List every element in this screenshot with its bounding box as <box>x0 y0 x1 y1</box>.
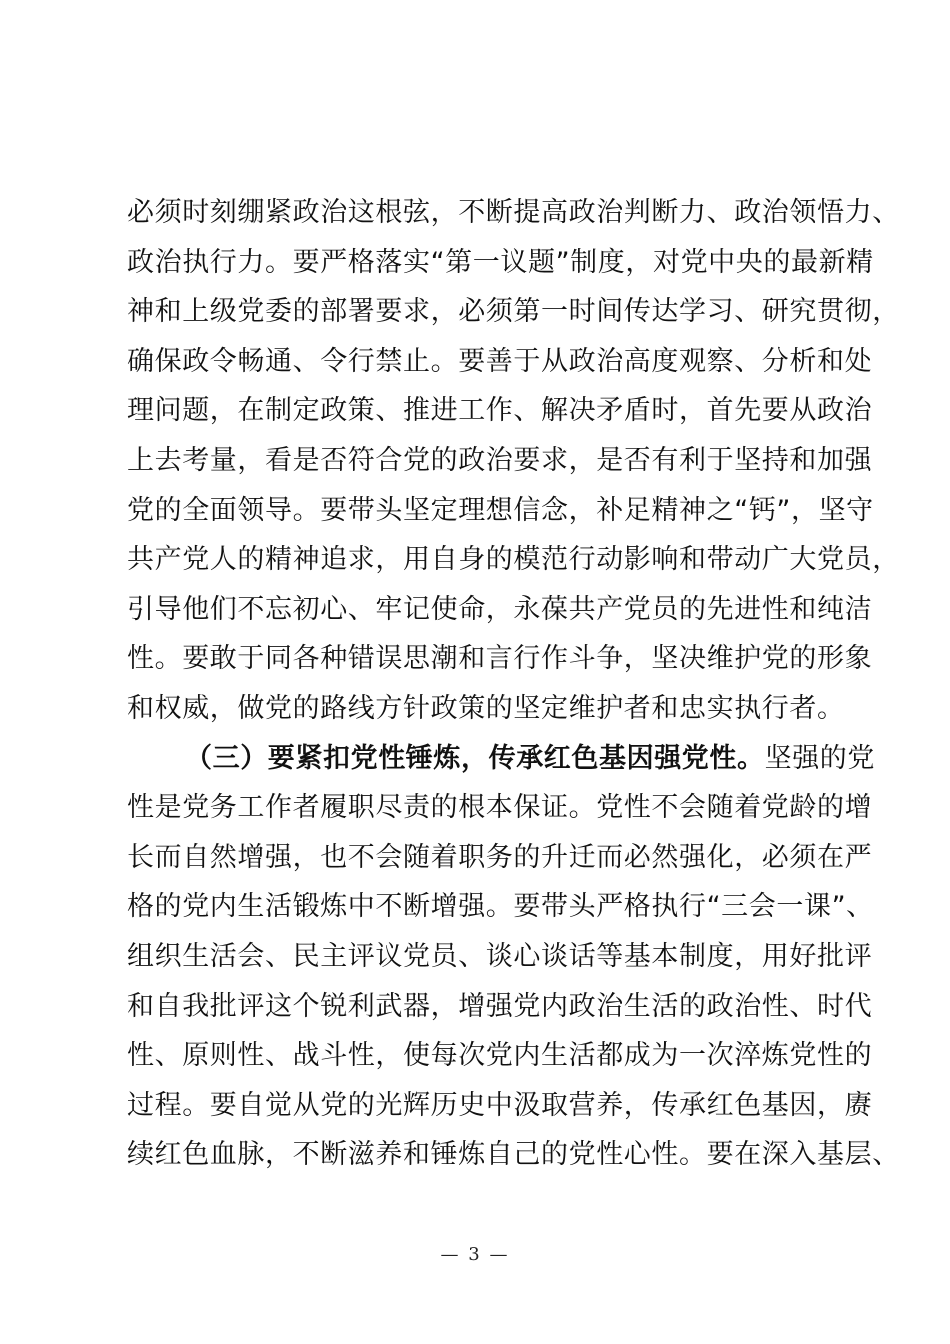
text-line: 理问题，在制定政策、推进工作、解决矛盾时，首先要从政治 <box>127 395 873 427</box>
page-number: — 3 — <box>440 1244 510 1265</box>
text-line: 党的全面领导。要带头坚定理想信念，补足精神之“钙”，坚守 <box>127 494 874 526</box>
text-line: 政治执行力。要严格落实“第一议题”制度，对党中央的最新精 <box>127 246 874 278</box>
text-line: 续红色血脉，不断滋养和锤炼自己的党性心性。要在深入基层、 <box>127 1139 900 1171</box>
text-line: 共产党人的精神追求，用自身的模范行动影响和带动广大党员， <box>127 544 900 576</box>
paragraph-1 <box>127 188 900 734</box>
text-line: 长而自然增强，也不会随着职务的升迁而必然强化，必须在严 <box>127 841 873 873</box>
text-line: 必须时刻绷紧政治这根弦，不断提高政治判断力、政治领悟力、 <box>127 197 900 228</box>
text-line: 和自我批评这个锐利武器，增强党内政治生活的政治性、时代 <box>127 990 873 1022</box>
text-line: 性。要敢于同各种错误思潮和言行作斗争，坚决维护党的形象 <box>127 643 873 675</box>
text-line: 格的党内生活锻炼中不断增强。要带头严格执行“三会一课”、 <box>127 891 874 923</box>
text-line: 性是党务工作者履职尽责的根本保证。党性不会随着党龄的增 <box>127 792 873 824</box>
text-line: 神和上级党委的部署要求，必须第一时间传达学习、研究贯彻， <box>127 296 900 328</box>
text-line: 性、原则性、战斗性，使每次党内生活都成为一次淬炼党性的 <box>127 1040 873 1072</box>
body-text <box>127 188 900 1180</box>
heading-line-text: 坚强的党 <box>764 742 876 774</box>
section-heading: （三）要紧扣党性锤炼，传承红色基因强党性。 <box>185 742 765 774</box>
text-line: 过程。要自觉从党的光辉历史中汲取营养，传承红色基因，赓 <box>127 1089 873 1121</box>
text-line: 上去考量，看是否符合党的政治要求，是否有利于坚持和加强 <box>127 444 873 476</box>
text-line: 和权威，做党的路线方针政策的坚定维护者和忠实执行者。 <box>127 692 845 724</box>
section-heading-line <box>127 734 876 784</box>
text-line: 引导他们不忘初心、牢记使命，永葆共产党员的先进性和纯洁 <box>127 593 873 625</box>
paragraph-2 <box>127 734 900 1180</box>
text-line: 组织生活会、民主评议党员、谈心谈话等基本制度，用好批评 <box>127 940 873 972</box>
text-line: 确保政令畅通、令行禁止。要善于从政治高度观察、分析和处 <box>127 345 873 377</box>
